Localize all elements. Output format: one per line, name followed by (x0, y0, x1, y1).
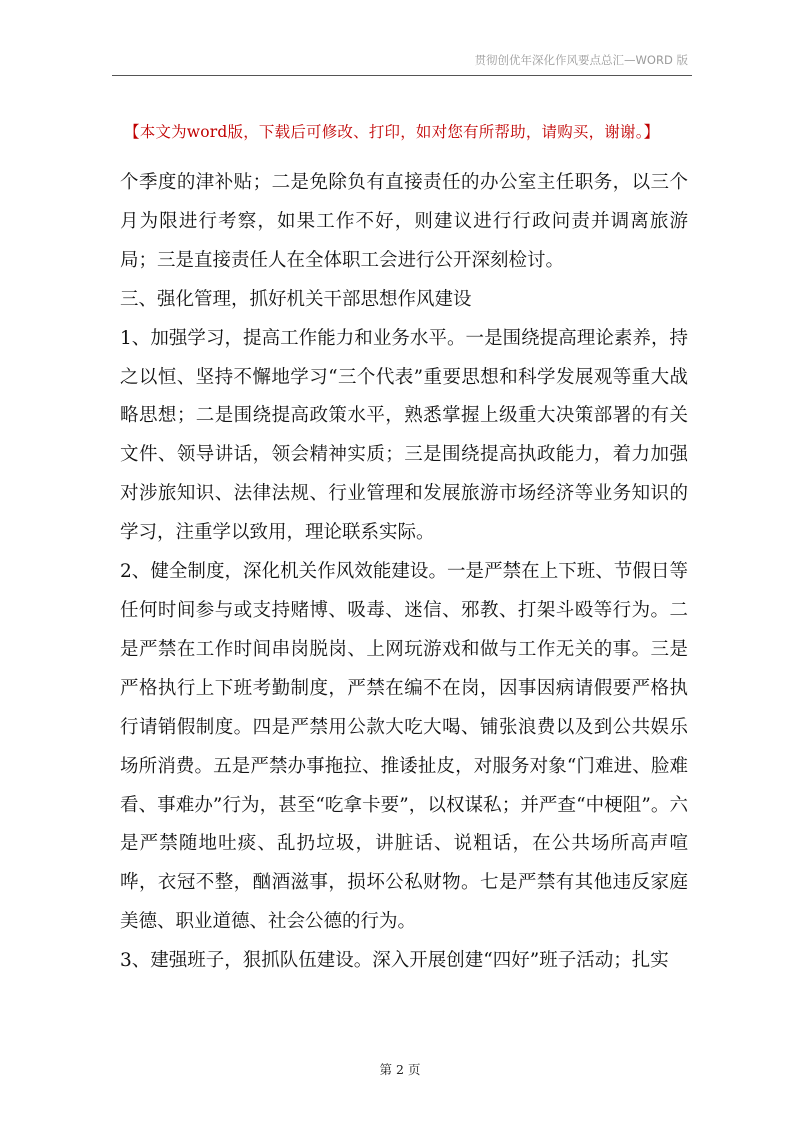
header-divider (112, 75, 692, 76)
paragraph-study: 1、加强学习，提高工作能力和业务水平。一是围绕提高理论素养，持之以恒、坚持不懈地学习“三个代表”重要思想和科学发展观等重大战略思想；二是围绕提高政策水平，熟悉掌握上级重大决策部署的有关文件、领导讲话，领会精神实质；三是围绕提高执政能力，着力加强对涉旅知识、法律法规、行业管理和发展旅游市场经济等业务知识的学习，注重学以致用，理论联系实际。 (120, 327, 688, 544)
paragraph-team: 3、建强班子，狠抓队伍建设。深入开展创建“四好”班子活动；扎实 (120, 950, 669, 972)
paragraph-1: 个季度的津补贴；二是免除负有直接责任的办公室主任职务，以三个月为限进行考察，如果工作不好，则建议进行行政问责并调离旅游局；三是直接责任人在全体职工会进行公开深刻检讨。 (120, 172, 688, 271)
section-heading: 三、强化管理，抓好机关干部思想作风建设 (120, 288, 472, 310)
document-header-title: 贯彻创优年深化作风要点总汇—WORD 版 (474, 53, 688, 67)
paragraph-rules: 2、健全制度，深化机关作风效能建设。一是严禁在上下班、节假日等任何时间参与或支持赌博、吸毒、迷信、邪教、打架斗殴等行为。二是严禁在工作时间串岗脱岗、上网玩游戏和做与工作无关的事。三是严格执行上下班考勤制度，严禁在编不在岗，因事因病请假要严格执行请销假制度。四是严禁用公款大吃大喝、铺张浪费以及到公共娱乐场所消费。五是严禁办事拖拉、推诿扯皮，对服务对象“门难进、脸难看、事难办”行为，甚至“吃拿卡要”，以权谋私；并严查“中梗阻”。六是严禁随地吐痰、乱扔垃圾，讲脏话、说粗话，在公共场所高声喧哗，衣冠不整，酗酒滋事，损坏公私财物。七是严禁有其他违反家庭美德、职业道德、社会公德的行为。 (120, 561, 688, 933)
page-number: 第 2 页 (379, 1062, 421, 1077)
purchase-notice: 【本文为word版，下载后可修改、打印，如对您有所帮助，请购买，谢谢。】 (124, 123, 660, 141)
document-body (120, 164, 688, 981)
